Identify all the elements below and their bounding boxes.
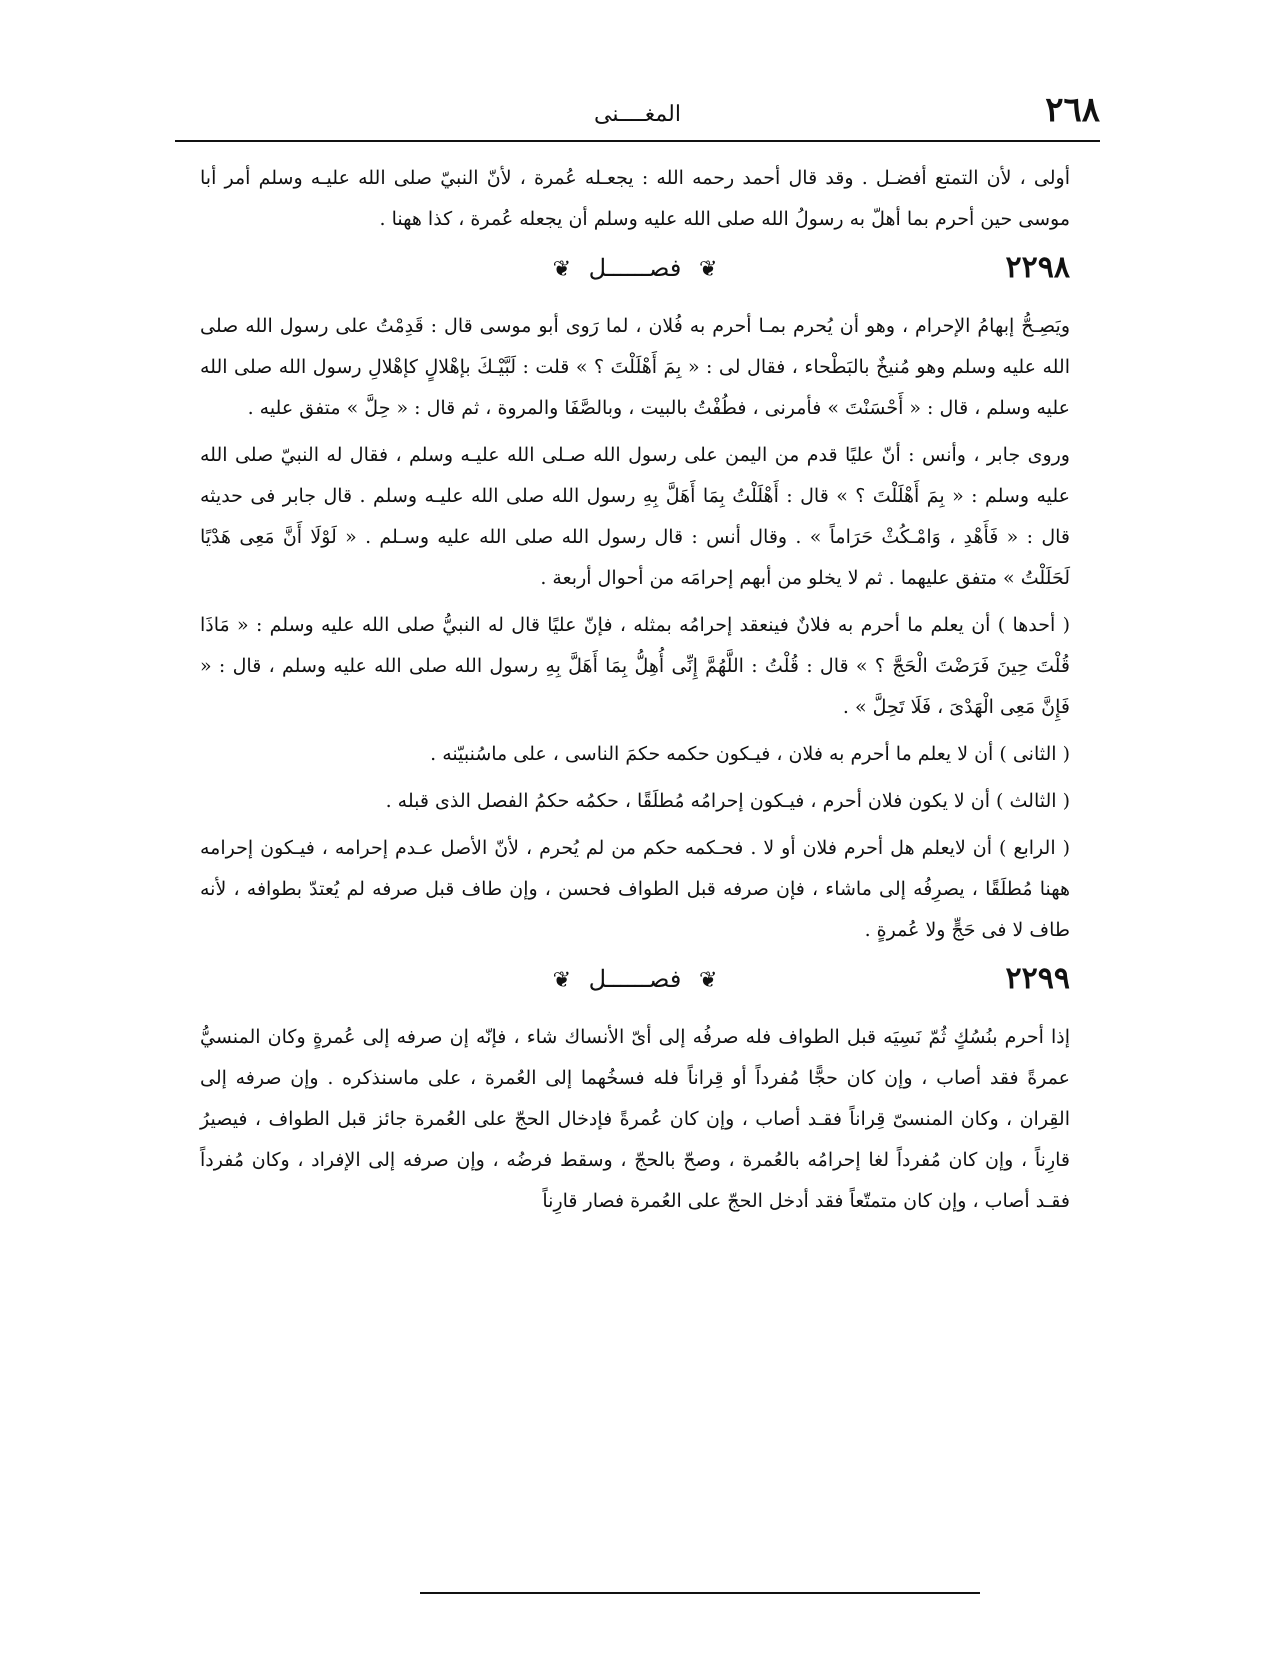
page-number: ٢٦٨ [1045, 90, 1100, 130]
ornament-icon: ❦ [698, 257, 718, 282]
footer-rule [420, 1592, 980, 1594]
section-number: ٢٢٩٨ [1005, 250, 1070, 285]
ornament-icon: ❦ [698, 968, 718, 993]
running-title: المغــــنى [594, 102, 681, 127]
paragraph: ( الثالث ) أن لا يكون فلان أحرم ، فيـكون إحرامُه مُطلَقًا ، حكمُه حكمُ الفصل الذى قبله . [385, 790, 1070, 812]
header-rule [175, 140, 1100, 142]
page-header [175, 90, 1100, 136]
paragraph: ويَصِـحُّ إبهامُ الإحرام ، وهو أن يُحرم بمـا أحرم به فُلان ، لما رَوى أبو موسى قال : قَدِمْتُ على رسول الله صلى الله عليه وسلم وهو مُنيخٌ بالبَطْحاء ، فقال لى : « بِمَ أَهْلَلْتَ ؟ » قلت : لَبَّيْـكَ بإهْلالٍ كإهْلالِ رسول الله صلى الله عليه وسلم ، قال : « أَحْسَنْتَ » فأمرنى ، فطُفْتُ بالبيت ، وبالصَّفَا والمروة ، ثم قال : « حِلَّ » متفق عليه . [200, 315, 1070, 419]
paragraph: ( الثانى ) أن لا يعلم ما أحرم به فلان ، فيـكون حكمه حكمَ الناسى ، على ماسُنبيّنه . [430, 743, 1070, 765]
ornament-icon: ❦ [552, 257, 572, 282]
section-heading-2298 [200, 246, 1070, 298]
page-body [200, 158, 1070, 1228]
intro-paragraph: أولى ، لأن التمتع أفضـل . وقد قال أحمد رحمه الله : يجعـله عُمرة ، لأنّ النبيّ صلى الله عليـه وسلم أمر أبا موسى حين أحرم بما أهلّ به رسولُ الله صلى الله عليه وسلم أن يجعله عُمرة ، كذا ههنا . [200, 167, 1070, 230]
section-number: ٢٢٩٩ [1005, 961, 1070, 996]
section-title [200, 254, 1070, 282]
section-title-text: فصــــــل [588, 254, 682, 282]
ornament-icon: ❦ [552, 968, 572, 993]
section-title-text: فصــــــل [588, 965, 682, 993]
paragraph: إذا أحرم بنُسُكٍ ثُمّ نَسِيَه قبل الطواف فله صرفُه إلى أىّ الأنساك شاء ، فإنّه إن صرفه إلى عُمرةٍ وكان المنسيُّ عمرةً فقد أصاب ، وإن كان حجًّا مُفرداً أو قِراناً فله فسخُهما إلى العُمرة ، على ماسنذكره . وإن صرفه إلى القِران ، وكان المنسىّ قِراناً فقـد أصاب ، وإن كان عُمرةً فإدخال الحجّ على العُمرة جائز قبل الطواف ، فيصيرُ قارِناً ، وإن كان مُفرداً لغا إحرامُه بالعُمرة ، وصحّ بالحجّ ، وسقط فرضُه ، وإن صرفه إلى الإفراد ، وكان مُفرداً فقـد أصاب ، وإن كان متمتّعاً فقد أدخل الحجّ على العُمرة فصار قارِناً [200, 1026, 1070, 1212]
section-title [200, 965, 1070, 993]
paragraph: ( الرابع ) أن لايعلم هل أحرم فلان أو لا . فحـكمه حكم من لم يُحرم ، لأنّ الأصل عـدم إحرامه ، فيـكون إحرامه ههنا مُطلَقًا ، يصرِفُه إلى ماشاء ، فإن صرفه قبل الطواف فحسن ، وإن طاف قبل صرفه لم يُعتدّ بطوافه ، لأنه طاف لا فى حَجٍّ ولا عُمرةٍ . [200, 837, 1070, 941]
paragraph: وروى جابر ، وأنس : أنّ عليًا قدم من اليمن على رسول الله صـلى الله عليـه وسلم ، فقال له النبيّ صلى الله عليه وسلم : « بِمَ أَهْلَلْتَ ؟ » قال : أَهْلَلْتُ بِمَا أَهَلَّ بِهِ رسول الله صلى الله عليـه وسلم . قال جابر فى حديثه قال : « فَأَهْدِ ، وَامْـكُثْ حَرَاماً » . وقال أنس : قال رسول الله صلى الله عليه وسـلم . « لَوْلَا أَنَّ مَعِى هَدْيًا لَحَلَلْتُ » متفق عليهما . ثم لا يخلو من أبهم إحرامَه من أحوال أربعة . [200, 444, 1070, 589]
section-heading-2299 [200, 957, 1070, 1009]
paragraph: ( أحدها ) أن يعلم ما أحرم به فلانٌ فينعقد إحرامُه بمثله ، فإنّ عليًا قال له النبيُّ صلى الله عليه وسلم : « مَاذَا قُلْتَ حِينَ فَرَضْتَ الْحَجَّ ؟ » قال : قُلْتُ : اللَّهُمَّ إِنِّى أُهِلُّ بِمَا أَهَلَّ بِهِ رسول الله صلى الله عليه وسلم ، قال : « فَإِنَّ مَعِى الْهَدْىَ ، فَلَا تَحِلَّ » . [200, 614, 1070, 718]
